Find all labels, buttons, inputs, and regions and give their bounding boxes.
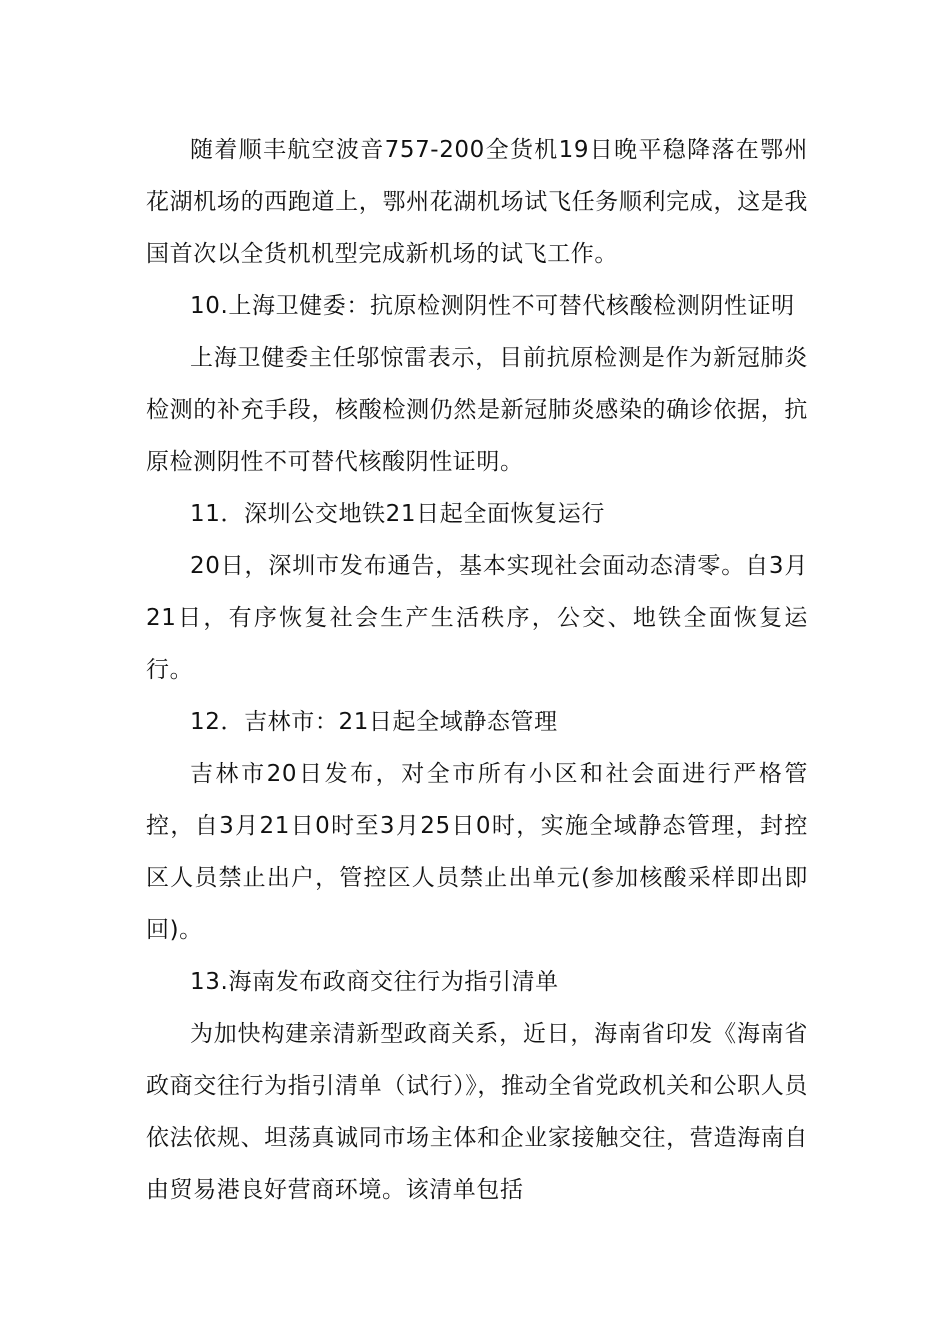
heading-item-12: 12．吉林市：21日起全域静态管理 — [190, 709, 558, 735]
paragraph-shenzhen-transit: 20日，深圳市发布通告，基本实现社会面动态清零。自3月21日，有序恢复社会生产生活秩序，公交、地铁全面恢复运行。 — [146, 553, 808, 683]
heading-item-11: 11．深圳公交地铁21日起全面恢复运行 — [190, 501, 605, 527]
heading-item-10: 10.上海卫健委：抗原检测阴性不可替代核酸检测阴性证明 — [190, 293, 795, 319]
paragraph-hainan-guidelines: 为加快构建亲清新型政商关系，近日，海南省印发《海南省政商交往行为指引清单（试行）》，推动全省党政机关和公职人员依法依规、坦荡真诚同市场主体和企业家接触交往，营造海南自由贸易港良好营商环境。该清单包括 — [146, 1021, 808, 1203]
document-body — [146, 124, 808, 1216]
paragraph-shanghai-antigen: 上海卫健委主任邬惊雷表示，目前抗原检测是作为新冠肺炎检测的补充手段，核酸检测仍然是新冠肺炎感染的确诊依据，抗原检测阴性不可替代核酸阴性证明。 — [146, 345, 808, 475]
paragraph-sf-airlines-test-flight: 随着顺丰航空波音757-200全货机19日晚平稳降落在鄂州花湖机场的西跑道上，鄂州花湖机场试飞任务顺利完成，这是我国首次以全货机机型完成新机场的试飞工作。 — [146, 137, 808, 267]
paragraph-jilin-lockdown: 吉林市20日发布，对全市所有小区和社会面进行严格管控，自3月21日0时至3月25日0时，实施全域静态管理，封控区人员禁止出户，管控区人员禁止出单元(参加核酸采样即出即回)。 — [146, 761, 808, 943]
heading-item-13: 13.海南发布政商交往行为指引清单 — [190, 969, 559, 995]
